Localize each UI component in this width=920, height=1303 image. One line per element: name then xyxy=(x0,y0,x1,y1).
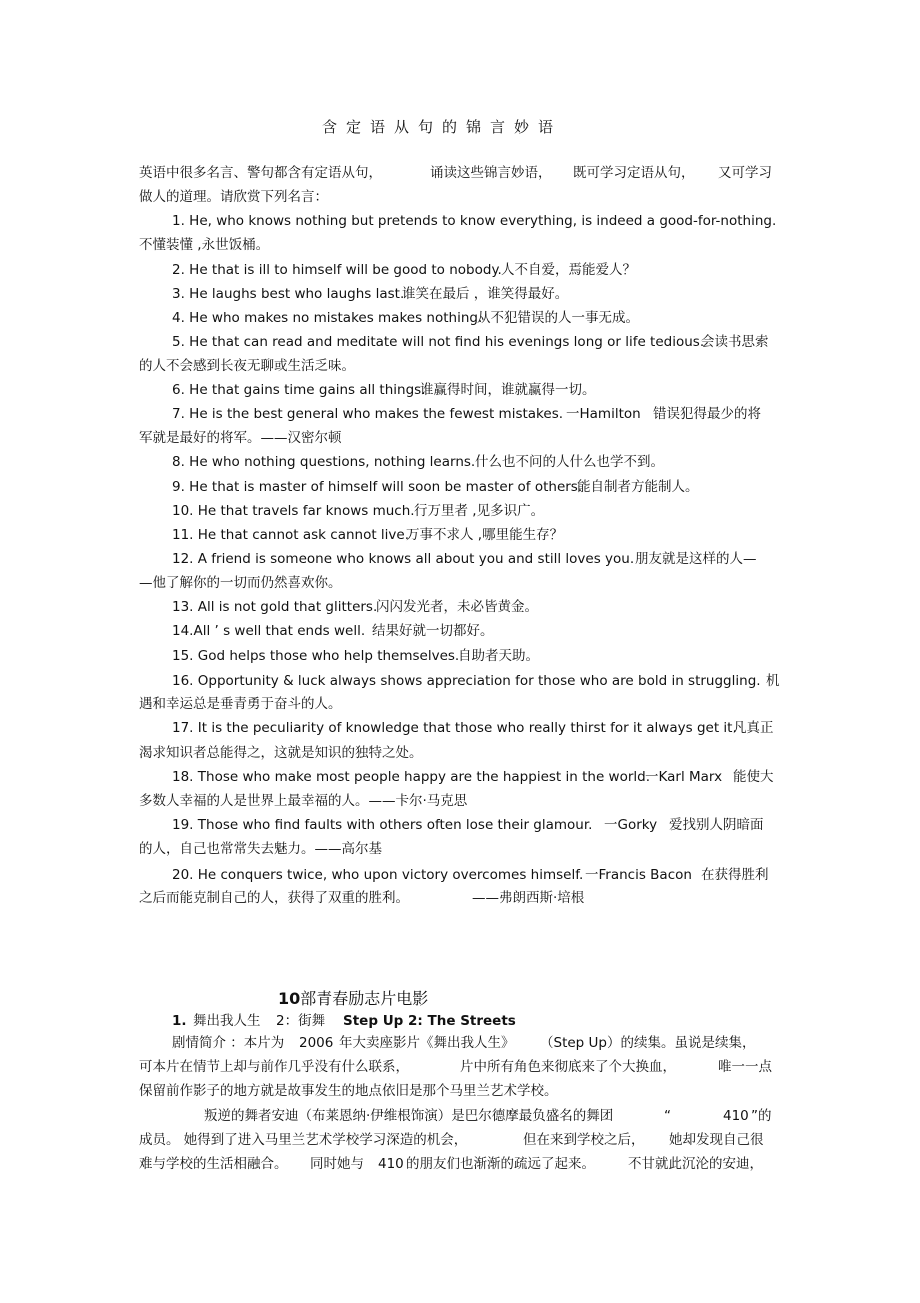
quote-chinese: 谁赢得时间，谁就赢得一切。 xyxy=(420,382,596,398)
quote-attribution: 一Hamilton xyxy=(566,406,641,422)
synopsis-text: 可本片在情节上却与前作几乎没有什么联系， xyxy=(139,1059,409,1075)
synopsis-text: 剧情简介 ：本片为 xyxy=(172,1035,285,1051)
synopsis-text: 保留前作影子的地方就是故事发生的地点依旧是那个马里兰艺术学校。 xyxy=(139,1083,558,1099)
synopsis-text: 不甘就此沉沦的安迪， xyxy=(628,1156,763,1172)
quote-attribution: 一Karl Marx xyxy=(645,769,723,785)
synopsis-text: 410 xyxy=(378,1156,404,1172)
intro-text: 英语中很多名言、警句都含有定语从句， xyxy=(139,165,382,181)
quote-chinese: 之后而能克制自己的人，获得了双重的胜利。 xyxy=(139,890,409,906)
movie-title-chinese: 2：街舞 xyxy=(276,1013,326,1029)
synopsis-text: （Step Up）的续集。虽说是续集， xyxy=(540,1035,756,1051)
section-heading xyxy=(278,986,428,1009)
section-heading-number: 10 xyxy=(278,989,301,1008)
intro-text: 做人的道理。请欣赏下列名言： xyxy=(139,189,328,205)
synopsis-text: 她却发现自己很 xyxy=(669,1132,764,1148)
quote-english: 13. All is not gold that glitters. xyxy=(172,599,378,615)
quote-chinese: 在获得胜利 xyxy=(701,867,769,883)
quote-english: 3. He laughs best who laughs last. xyxy=(172,286,405,302)
quote-chinese: 万事不求人 ,哪里能生存？ xyxy=(406,527,564,543)
quote-english: 11. He that cannot ask cannot live. xyxy=(172,527,410,543)
quote-chinese: 能使大 xyxy=(733,769,774,785)
quote-chinese: 从不犯错误的人一事无成。 xyxy=(477,310,639,326)
quote-english: 5. He that can read and meditate will not find his evenings long or life tedious. xyxy=(172,334,705,350)
quote-attribution: 一Francis Bacon xyxy=(585,867,692,883)
synopsis-text: 年大卖座影片《舞出我人生》 xyxy=(339,1035,515,1051)
quote-chinese: 军就是最好的将军。——汉密尔顿 xyxy=(139,430,342,446)
synopsis-text: 难与学校的生活相融合。 xyxy=(139,1156,288,1172)
quote-chinese: 不懂装懂 ,永世饭桶。 xyxy=(139,237,270,253)
synopsis-text: 2006 xyxy=(299,1035,334,1051)
quote-chinese: 会读书思索 xyxy=(701,334,769,350)
quote-attribution: 一Gorky xyxy=(604,817,658,833)
quote-chinese: 遇和幸运总是垂青勇于奋斗的人。 xyxy=(139,696,342,712)
synopsis-text: 410 xyxy=(723,1108,749,1124)
intro-text: 诵读这些锦言妙语， xyxy=(430,165,552,181)
quote-english: 4. He who makes no mistakes makes nothing. xyxy=(172,310,483,326)
intro-text: 既可学习定语从句， xyxy=(573,165,695,181)
quote-chinese: 人不自爱，焉能爱人？ xyxy=(501,262,636,278)
quote-chinese: 行万里者 ,见多识广。 xyxy=(414,503,545,519)
quote-english: 1. He, who knows nothing but pretends to know everything, is indeed a good-for-nothing. xyxy=(172,213,777,229)
quote-chinese: 谁笑在最后 ，谁笑得最好。 xyxy=(402,286,569,302)
quote-english: 12. A friend is someone who knows all about you and still loves you. xyxy=(172,551,635,567)
quote-chinese: 结果好就一切都好。 xyxy=(372,623,494,639)
quote-english: 8. He who nothing questions, nothing learns. xyxy=(172,454,476,470)
section-heading-text: 部青春励志片电影 xyxy=(300,989,429,1008)
synopsis-text: ”的 xyxy=(751,1108,772,1124)
synopsis-text: “ xyxy=(664,1108,671,1124)
quote-chinese: 闪闪发光者，未必皆黄金。 xyxy=(376,599,538,615)
quote-english: 20. He conquers twice, who upon victory overcomes himself. xyxy=(172,867,584,883)
quote-chinese: 的人不会感到长夜无聊或生活乏味。 xyxy=(139,358,355,374)
quote-english: 9. He that is master of himself will soon be master of others. xyxy=(172,479,583,495)
quote-chinese: 的人，自己也常常失去魅力。——高尔基 xyxy=(139,841,382,857)
synopsis-text: 同时她与 xyxy=(310,1156,364,1172)
quote-chinese: 什么也不问的人什么也学不到。 xyxy=(475,454,664,470)
quote-english: 2. He that is ill to himself will be good to nobody. xyxy=(172,262,502,278)
quote-attribution: ——弗朗西斯·培根 xyxy=(472,890,585,906)
movie-title-english: Step Up 2: The Streets xyxy=(343,1013,516,1029)
quote-chinese: 朋友就是这样的人— xyxy=(635,551,757,567)
quote-chinese: 能自制者方能制人。 xyxy=(577,479,699,495)
page-title: 含定语从句的锦言妙语 xyxy=(321,118,562,136)
quote-english: 14.All ’ s well that ends well. xyxy=(172,623,366,639)
quote-english: 18. Those who make most people happy are the happiest in the world. xyxy=(172,769,651,785)
quote-chinese: 错误犯得最少的将 xyxy=(653,406,761,422)
synopsis-text: 的朋友们也渐渐的疏远了起来。 xyxy=(406,1156,595,1172)
quote-english: 10. He that travels far knows much. xyxy=(172,503,415,519)
quote-english: 17. It is the peculiarity of knowledge that those who really thirst for it always get it. xyxy=(172,720,737,736)
quote-chinese: 渴求知识者总能得之，这就是知识的独特之处。 xyxy=(139,745,423,761)
quote-chinese: 凡真正 xyxy=(733,720,774,736)
quote-english: 7. He is the best general who makes the fewest mistakes. xyxy=(172,406,564,422)
movie-title-chinese: 舞出我人生 xyxy=(193,1013,261,1029)
quote-english: 15. God helps those who help themselves. xyxy=(172,648,460,664)
synopsis-text: 叛逆的舞者安迪（布莱恩纳·伊维根饰演）是巴尔德摩最负盛名的舞团 xyxy=(204,1108,614,1124)
quote-chinese: 多数人幸福的人是世界上最幸福的人。——卡尔·马克思 xyxy=(139,793,468,809)
quote-english: 6. He that gains time gains all things. xyxy=(172,382,426,398)
quote-chinese: 自助者天助。 xyxy=(458,648,539,664)
synopsis-text: 但在来到学校之后， xyxy=(523,1132,645,1148)
synopsis-text: 成员。 她得到了进入马里兰艺术学校学习深造的机会， xyxy=(139,1132,468,1148)
quote-english: 16. Opportunity & luck always shows appreciation for those who are bold in struggling. xyxy=(172,673,761,689)
synopsis-text: 唯一一点 xyxy=(718,1059,772,1075)
synopsis-text: 片中所有角色来彻底来了个大换血， xyxy=(460,1059,676,1075)
movie-number: 1. xyxy=(172,1013,187,1029)
quote-chinese: 爱找别人阴暗面 xyxy=(669,817,764,833)
intro-text: 又可学习 xyxy=(718,165,772,181)
quote-chinese: —他了解你的一切而仍然喜欢你。 xyxy=(139,575,342,591)
quote-chinese: 机 xyxy=(766,673,780,689)
quote-english: 19. Those who find faults with others often lose their glamour. xyxy=(172,817,593,833)
